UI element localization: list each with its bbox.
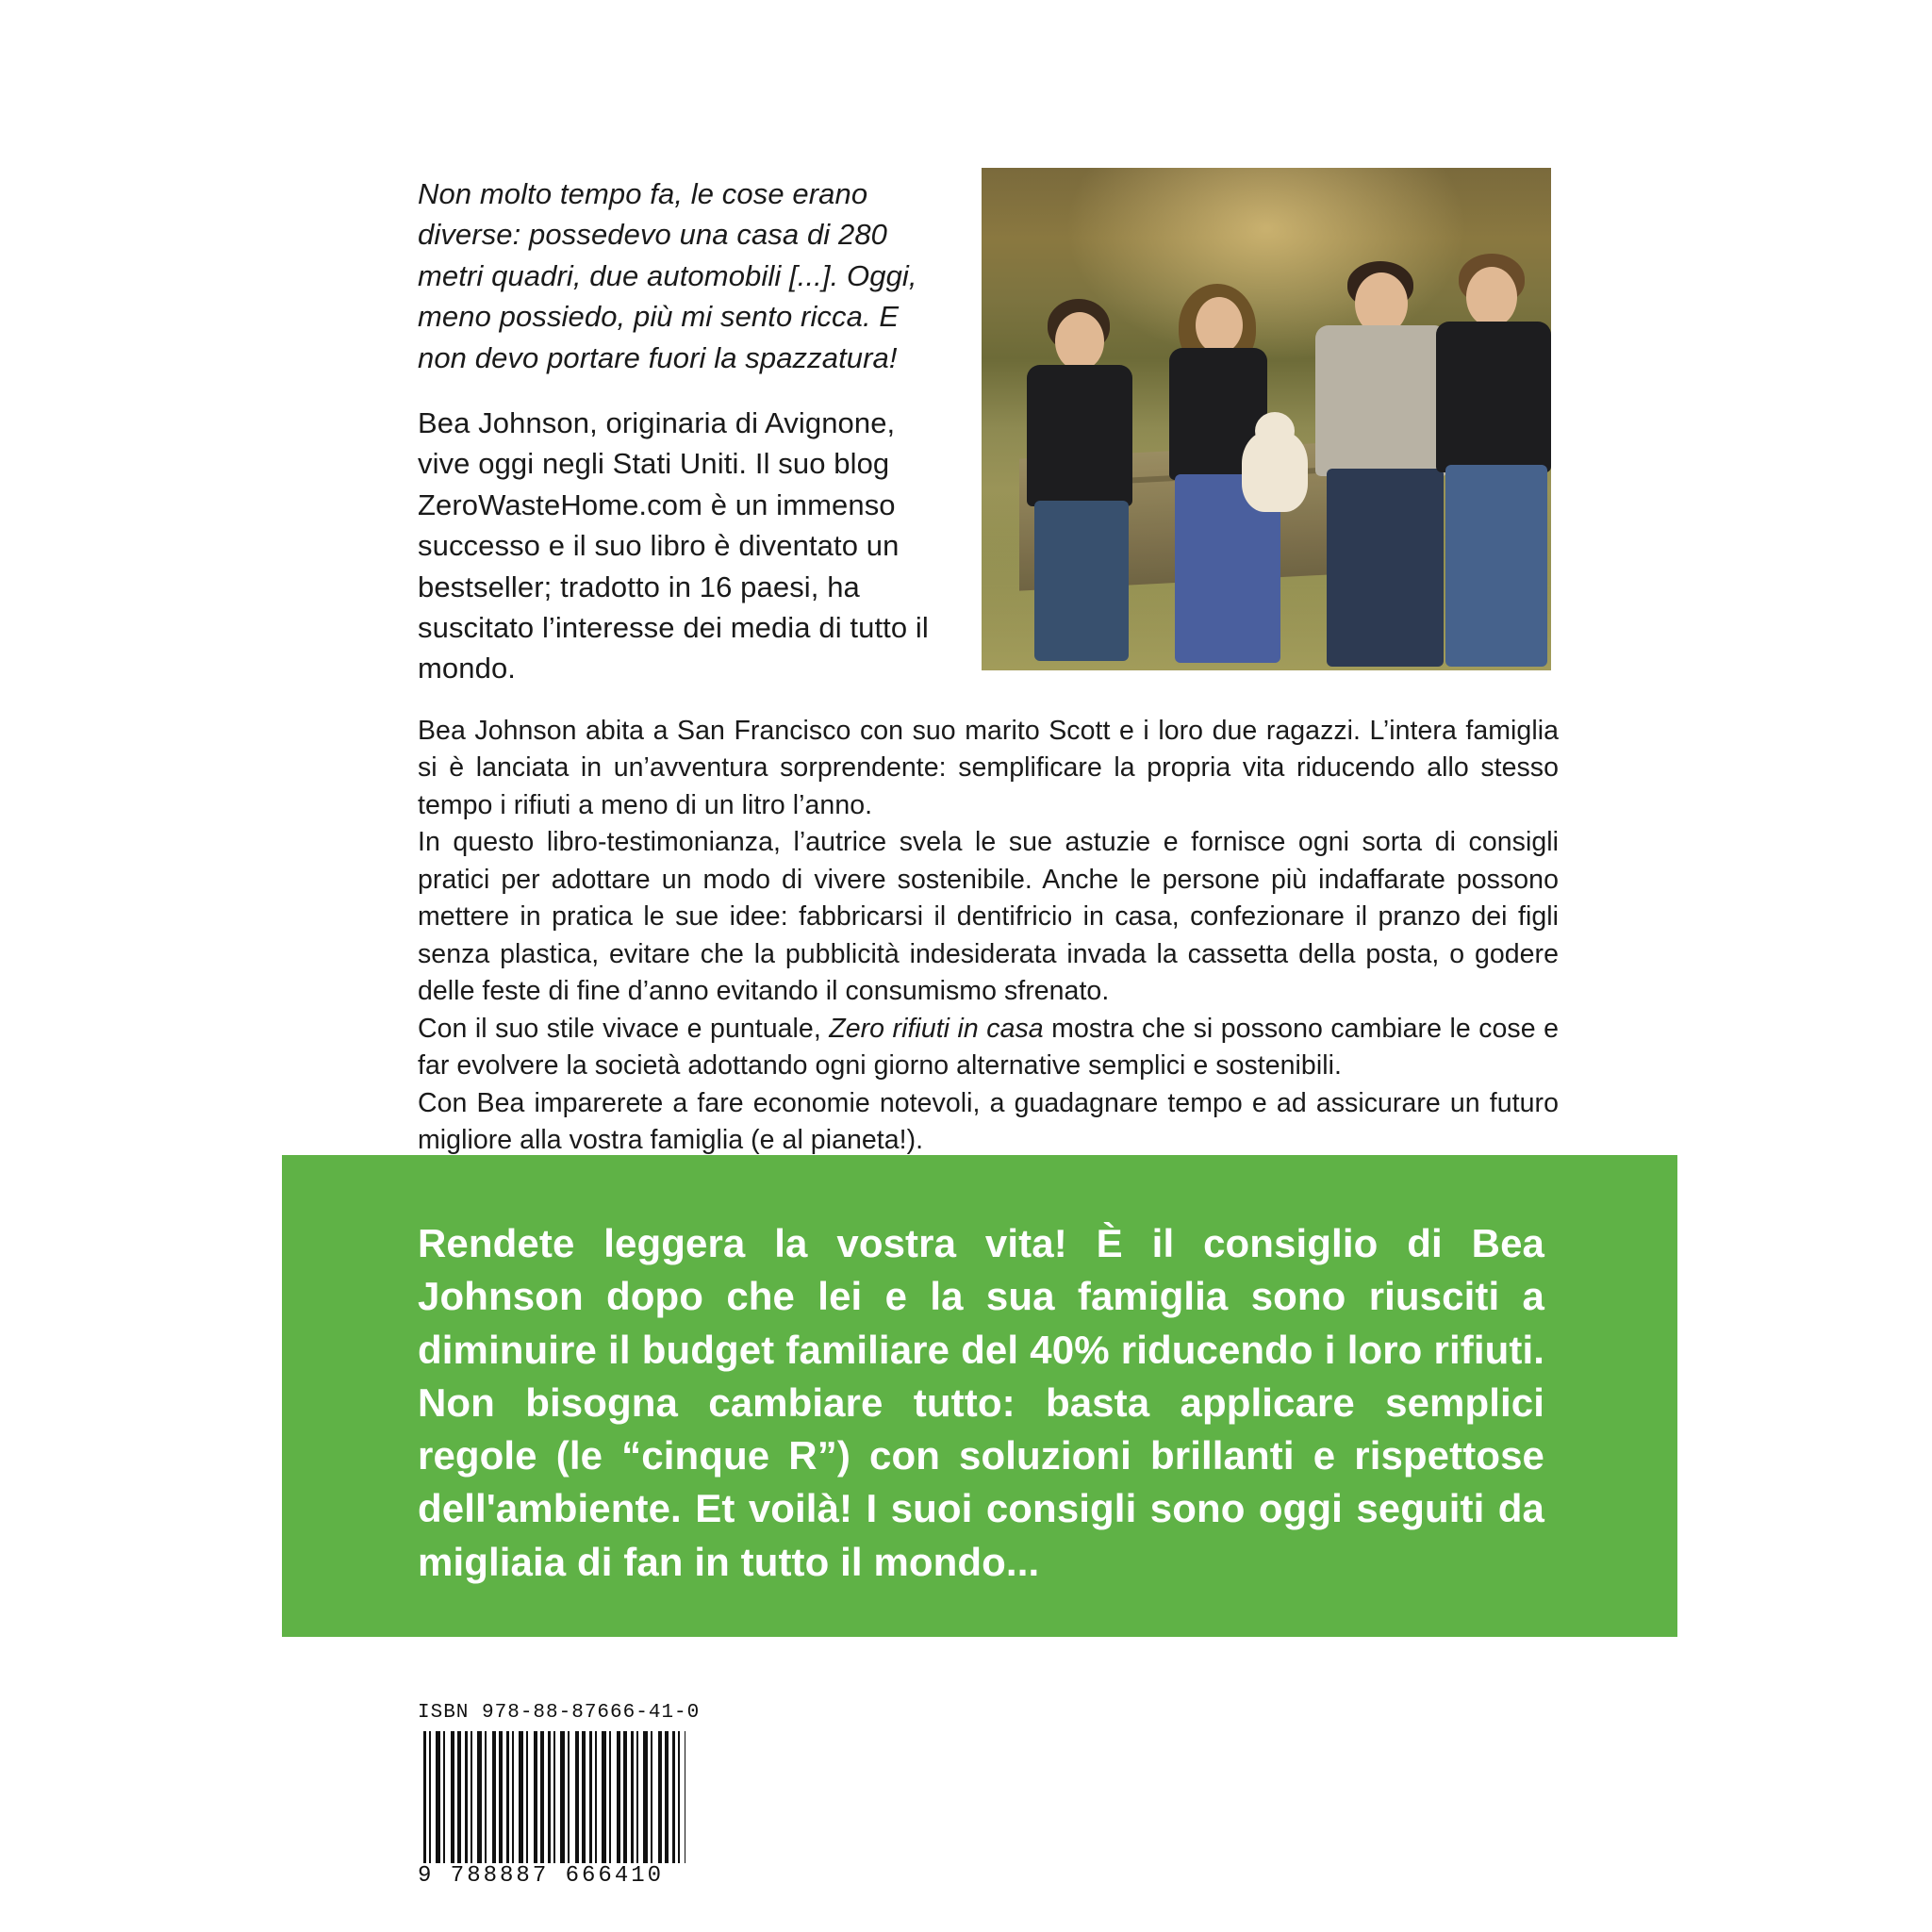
highlight-text: Rendete leggera la vostra vita! È il consiglio di Bea Johnson dopo che lei e la sua famiglia sono riusciti a diminuire il budget familiare del 40% riducendo i loro rifiuti. Non bisogna cambiare tutto: basta applicare semplici regole (le “cinque R”) con soluzioni brillanti e rispettose dell'ambiente. Et voilà! I suoi consigli sono oggi seguiti da migliaia di fan in tutto il mondo...	[418, 1221, 1544, 1584]
photo-background	[982, 168, 1551, 670]
isbn-barcode-area	[418, 1702, 729, 1887]
isbn-label: ISBN 978-88-87666-41-0	[418, 1702, 701, 1724]
green-highlight-band	[282, 1155, 1677, 1637]
p3-before: Con il suo stile vivace e puntuale,	[418, 1013, 830, 1044]
head-shape	[1055, 312, 1104, 371]
author-family-photo	[982, 168, 1551, 670]
description-paragraph-1: Bea Johnson abita a San Francisco con suo marito Scott e i loro due ragazzi. L’intera famiglia si è lanciata in un’avventura sorprendente: semplificare la propria vita riducendo allo stesso tempo i rifiuti a meno di un litro l’anno.	[418, 716, 1559, 820]
barcode-bars	[423, 1731, 685, 1863]
p3-after: mostra che si possono cambiare le cose e far evolvere la società adottando ogni giorno alternative semplici e sostenibili.	[418, 1013, 1559, 1082]
quote-column	[418, 173, 936, 689]
head-shape	[1466, 267, 1517, 327]
author-bio: Bea Johnson, originaria di Avignone, vive oggi negli Stati Uniti. Il suo blog ZeroWasteHome.com è un immenso successo e il suo libro è diventato un bestseller; tradotto in 16 paesi, ha suscitato l’interesse dei media di tutto il mondo.	[418, 405, 929, 685]
description-paragraph-4: Con Bea imparerete a fare economie notevoli, a guadagnare tempo e ad assicurare un futuro migliore alla vostra famiglia (e al pianeta!).	[418, 1087, 1559, 1156]
photo-dog	[1242, 431, 1308, 512]
legs-shape	[1445, 465, 1547, 667]
book-back-cover	[282, 0, 1677, 1932]
barcode	[418, 1731, 691, 1887]
photo-person-boy-right	[1425, 227, 1551, 670]
top-white-section	[282, 0, 1677, 1155]
photo-person-boy-left	[1010, 274, 1151, 670]
torso-shape	[1027, 365, 1132, 506]
description-paragraph-2: In questo libro-testimonianza, l’autrice svela le sue astuzie e fornisce ogni sorta di consigli pratici per adottare un modo di vivere sostenibile. Anche le persone più indaffarate possono mettere in pratica le sue idee: fabbricarsi il dentifricio in casa, confezionare il pranzo dei figli senza plastica, evitare che la pubblicità indesiderata invada la cassetta della posta, o godere delle feste di fine d’anno evitando il consumismo sfrenato.	[418, 827, 1559, 1007]
torso-shape	[1436, 322, 1551, 472]
barcode-digits: 9 788887 666410	[418, 1863, 665, 1889]
description-text	[418, 713, 1559, 1160]
pull-quote: Non molto tempo fa, le cose erano diverse: possedevo una casa di 280 metri quadri, due automobili [...]. Oggi, meno possiedo, più mi sento ricca. E non devo portare fuori la spazzatura!	[418, 177, 917, 374]
head-shape	[1196, 297, 1243, 354]
book-title-italic: Zero rifiuti in casa	[829, 1013, 1044, 1044]
description-paragraph-3	[418, 1011, 1559, 1085]
legs-shape	[1034, 501, 1129, 661]
